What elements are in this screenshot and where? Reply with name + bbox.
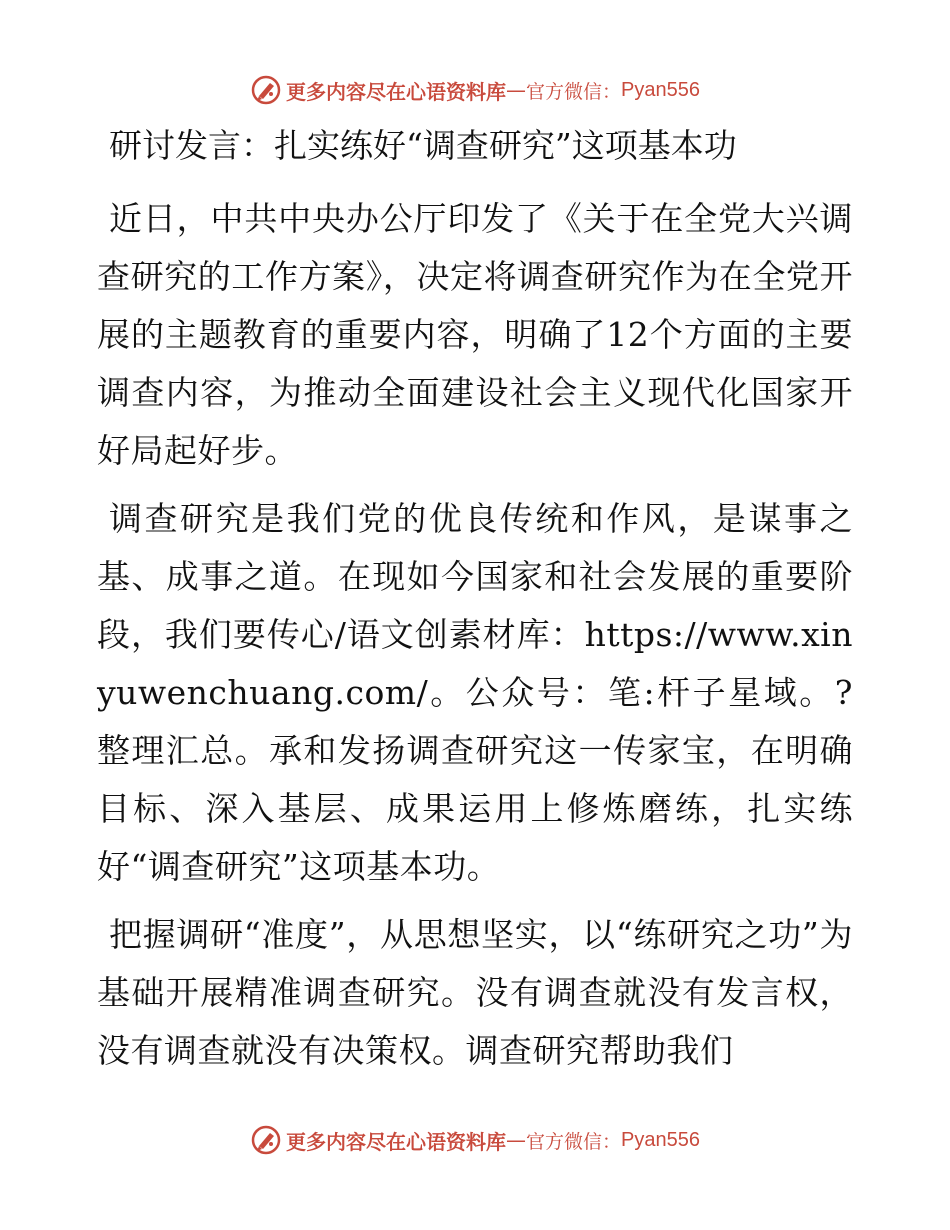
footer-brand-text: 更多内容尽在心语资料库	[286, 1129, 506, 1154]
footer-dash: —	[506, 1128, 526, 1152]
pen-logo-icon	[250, 1124, 282, 1156]
paragraph-1: 近日，中共中央办公厅印发了《关于在全党大兴调查研究的工作方案》，决定将调查研究作为在全党开展的主题教育的重要内容，明确了12个方面的主要调查内容，为推动全面建设社会主义现代化国家开好局起好步。	[97, 199, 853, 470]
paragraph-2: 调查研究是我们党的优良传统和作风，是谋事之基、成事之道。在现如今国家和社会发展的重要阶段，我们要传心/语文创素材库：https://www.xinyuwenchuang.com/。公众号：笔:杆子星域。?整理汇总。承和发扬调查研究这一传家宝，在明确目标、深入基层、成果运用上修炼磨练，扎实练好“调查研究”这项基本功。	[97, 499, 853, 886]
footer-banner	[0, 1122, 950, 1158]
pen-logo-icon	[250, 74, 282, 106]
document-body	[97, 122, 853, 1090]
header-wechat-id: Pyan556	[621, 78, 700, 101]
header-wechat-label: 官方微信：	[526, 80, 622, 103]
document-title: 研讨发言：扎实练好“调查研究”这项基本功	[109, 126, 737, 165]
footer-wechat-id: Pyan556	[621, 1128, 700, 1151]
header-dash: —	[506, 78, 526, 102]
footer-wechat-label: 官方微信：	[526, 1130, 622, 1153]
header-brand-text: 更多内容尽在心语资料库	[286, 79, 506, 104]
paragraph-3: 把握调研“准度”，从思想坚实，以“练研究之功”为基础开展精准调查研究。没有调查就没有发言权，没有调查就没有决策权。调查研究帮助我们	[97, 915, 853, 1070]
header-banner	[0, 72, 950, 108]
